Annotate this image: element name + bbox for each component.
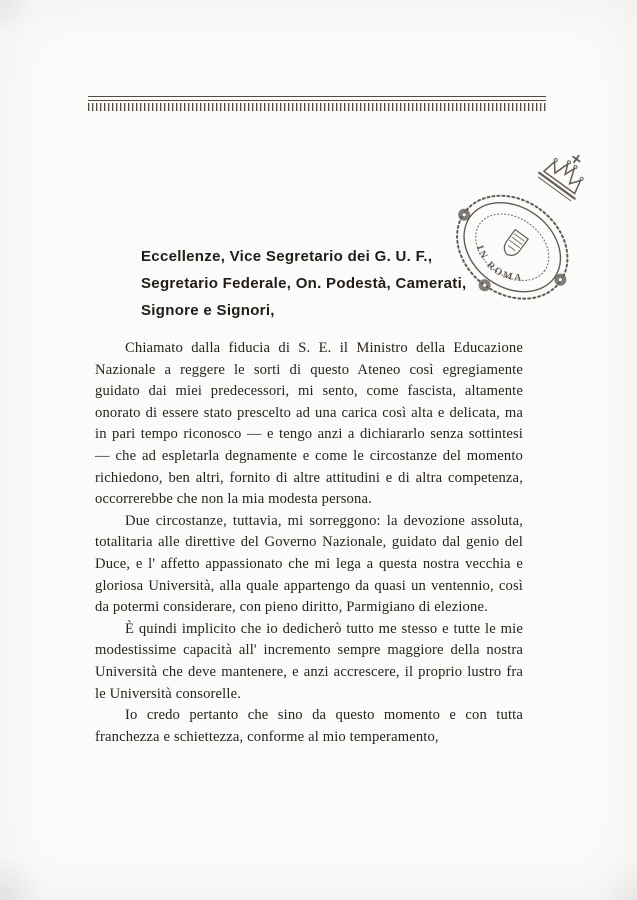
paragraph-1: Chiamato dalla fiducia di S. E. il Ministro della Educazione Nazionale a reggere le sorti di questo Ateneo così egregiamente guidato dai miei predecessori, mi sento, come fascista, altamente onorato di essere stato prescelto ad una carica così alta e delicata, ma in pari tempo riconosco — e tengo anzi a dichiararlo senza sottintesi — che ad espletarla degnamente e come le circostanze del momento richiedono, ben altri, fornito di altre attitudini e di altra competenza, occorrerebbe che non la mia modesta persona. xyxy=(95,340,523,508)
salutation-line-1: Eccellenze, Vice Segretario dei G. U. F., xyxy=(141,248,433,265)
paragraph-2: Due circostanze, tuttavia, mi sorreggono: la devozione assoluta, totalitaria alle direttive del Governo Nazionale, guidato dal genio del Duce, e l' affetto appassionato che mi lega a questa nostra vecchia e gloriosa Università, alla quale appartengo da quasi un ventennio, così da potermi considerare, con pieno diritto, Parmigiano di elezione. xyxy=(95,512,523,616)
ornamental-top-rule xyxy=(88,96,546,111)
speech-body xyxy=(95,338,523,748)
paragraph-4: Io credo pertanto che sino da questo momento e con tutta franchezza e schiettezza, conforme al mio temperamento, xyxy=(95,707,523,745)
salutation-line-3: Signore e Signori, xyxy=(141,302,275,319)
salutation-line-2: Segretario Federale, On. Podestà, Camerati, xyxy=(141,275,467,292)
rule-hairlines xyxy=(88,96,546,101)
rule-tick-band xyxy=(88,103,546,111)
paragraph-3: È quindi implicito che io dedicherò tutto me stesso e tutte le mie modestissime capacità all' incremento sempre maggiore della nostra Università che deve mantenere, e anzi accrescere, il proprio lustro fra le Università consorelle. xyxy=(95,620,523,702)
salutation-heading xyxy=(141,243,511,324)
stamp-bottom-text: IN ROMA xyxy=(473,243,525,285)
